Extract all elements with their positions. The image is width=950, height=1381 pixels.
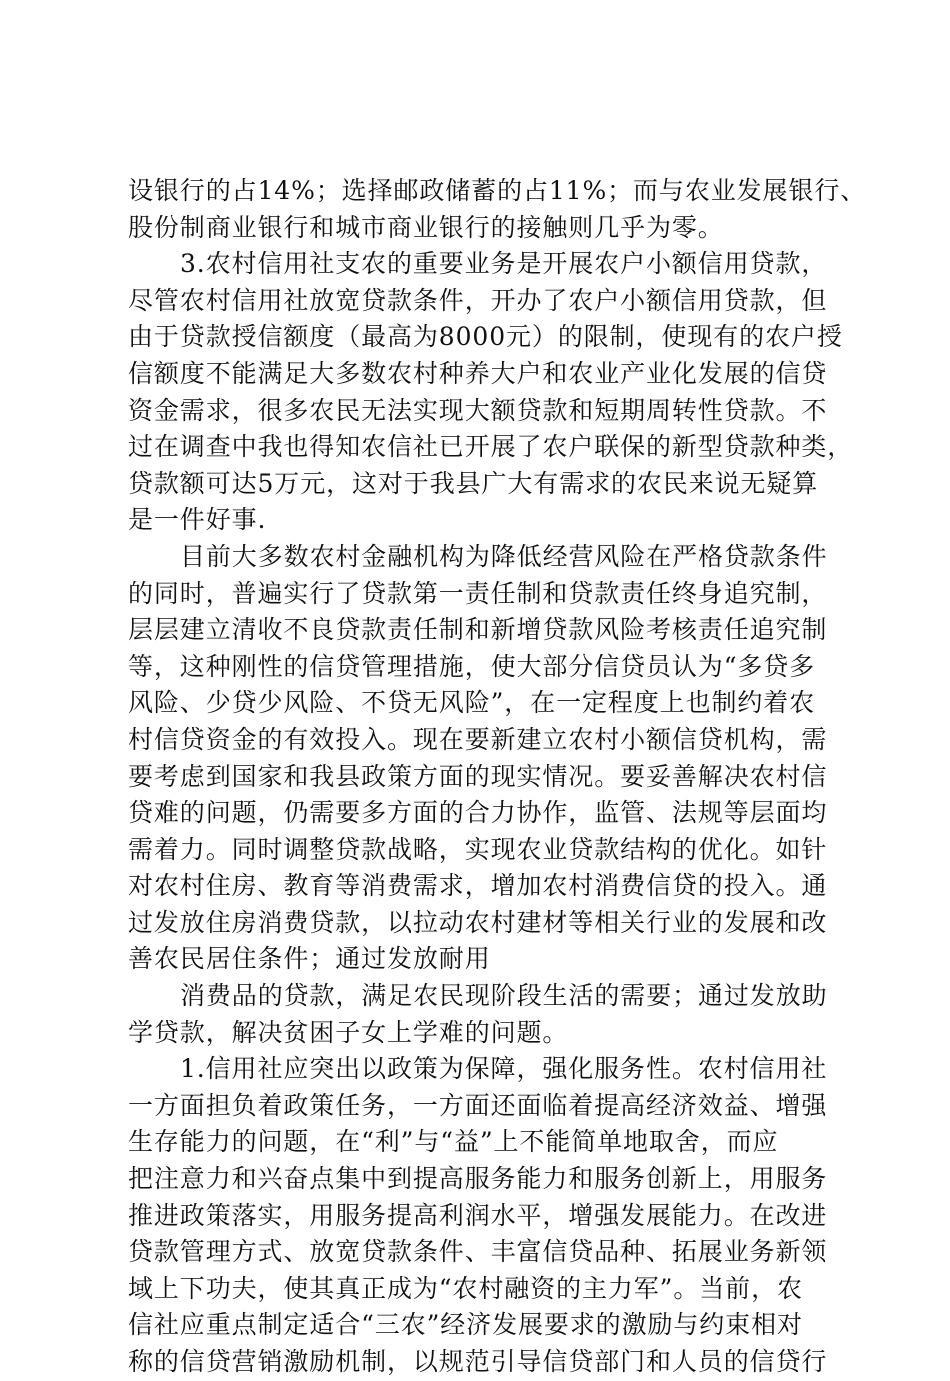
text-line: 1.信用社应突出以政策为保障，强化服务性。农村信用社 <box>180 1054 828 1084</box>
text-line: 信额度不能满足大多数农村种养大户和农业产业化发展的信贷 <box>128 358 828 388</box>
text-line: 目前大多数农村金融机构为降低经营风险在严格贷款条件 <box>180 541 828 571</box>
text-line: 股份制商业银行和城市商业银行的接触则几乎为零。 <box>128 212 724 242</box>
text-line: 过在调查中我也得知农信社已开展了农户联保的新型贷款种类， <box>128 432 854 462</box>
text-line: 尽管农村信用社放宽贷款条件，开办了农户小额信用贷款，但 <box>128 285 828 315</box>
text-line: 信社应重点制定适合“三农”经济发展要求的激励与约束相对 <box>128 1310 803 1340</box>
text-line: 设银行的占14%；选择邮政储蓄的占11%；而与农业发展银行、 <box>128 176 867 205</box>
text-line: 需着力。同时调整贷款战略，实现农业贷款结构的优化。如针 <box>128 834 828 864</box>
text-line: 的同时，普遍实行了贷款第一责任制和贷款责任终身追究制， <box>128 578 828 608</box>
text-line: 消费品的贷款，满足农民现阶段生活的需要；通过发放助 <box>180 981 828 1011</box>
text-line: 生存能力的问题，在“利”与“益”上不能简单地取舍，而应 <box>128 1127 779 1157</box>
text-line: 学贷款，解决贫困子女上学难的问题。 <box>128 1017 569 1047</box>
text-line: 3.农村信用社支农的重要业务是开展农户小额信用贷款， <box>180 249 828 279</box>
text-line: 善农民居住条件；通过发放耐用 <box>128 944 491 974</box>
text-line: 过发放住房消费贷款，以拉动农村建材等相关行业的发展和改 <box>128 907 828 937</box>
text-line: 等，这种刚性的信贷管理措施，使大部分信贷员认为“多贷多 <box>128 651 816 681</box>
text-line: 称的信贷营销激励机制，以规范引导信贷部门和人员的信贷行 <box>128 1347 828 1376</box>
text-line: 贷款额可达5万元，这对于我县广大有需求的农民来说无疑算 <box>128 468 819 498</box>
text-line: 是一件好事. <box>128 505 267 535</box>
text-line: 村信贷资金的有效投入。现在要新建立农村小额信贷机构，需 <box>128 724 828 754</box>
text-line: 要考虑到国家和我县政策方面的现实情况。要妥善解决农村信 <box>128 761 828 791</box>
text-line: 推进政策落实，用服务提高利润水平，增强发展能力。在改进 <box>128 1200 828 1230</box>
text-line: 贷款管理方式、放宽贷款条件、丰富信贷品种、拓展业务新领 <box>128 1237 828 1267</box>
text-line: 资金需求，很多农民无法实现大额贷款和短期周转性贷款。不 <box>128 395 828 425</box>
text-line: 由于贷款授信额度（最高为8000元）的限制，使现有的农户授 <box>128 322 843 352</box>
text-line: 一方面担负着政策任务，一方面还面临着提高经济效益、增强 <box>128 1090 828 1120</box>
text-line: 风险、少贷少风险、不贷无风险”，在一定程度上也制约着农 <box>128 688 816 718</box>
text-line: 把注意力和兴奋点集中到提高服务能力和服务创新上，用服务 <box>128 1164 828 1194</box>
text-line: 对农村住房、教育等消费需求，增加农村消费信贷的投入。通 <box>128 871 828 901</box>
text-line: 层层建立清收不良贷款责任制和新增贷款风险考核责任追究制 <box>128 615 828 645</box>
text-line: 域上下功夫，使其真正成为“农村融资的主力军”。当前，农 <box>128 1273 803 1303</box>
document-body <box>128 173 867 1381</box>
text-line: 贷难的问题，仍需要多方面的合力协作，监管、法规等层面均 <box>128 798 828 828</box>
